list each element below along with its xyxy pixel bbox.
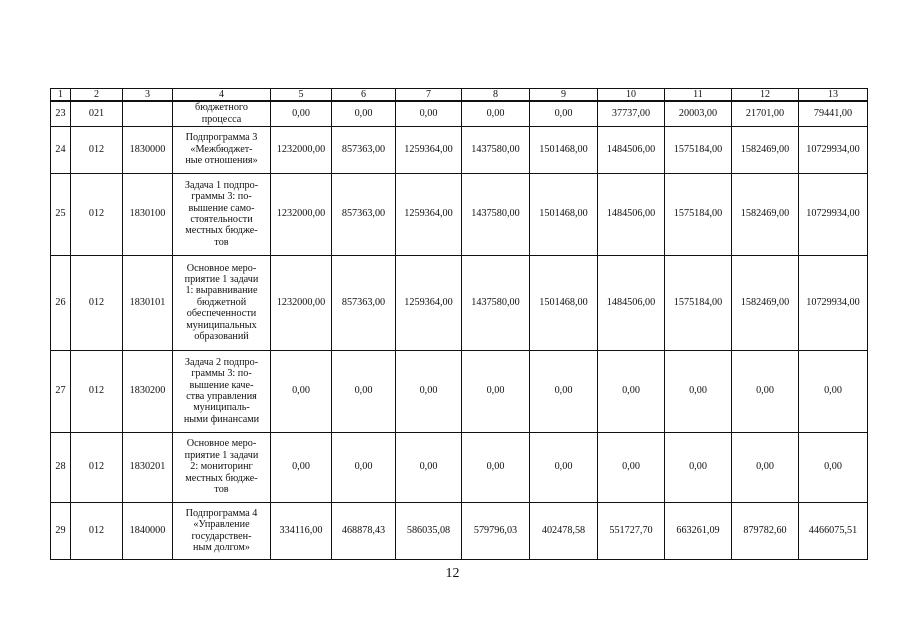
amount-col-9-cell: 0,00 xyxy=(530,350,598,432)
table-row xyxy=(51,173,868,255)
column-header-6: 6 xyxy=(332,89,396,102)
column-header-9: 9 xyxy=(530,89,598,102)
amount-col-7-cell: 0,00 xyxy=(396,350,462,432)
amount-col-12-cell: 879782,60 xyxy=(732,502,799,559)
amount-col-8-cell: 0,00 xyxy=(462,432,530,502)
column-number-row xyxy=(51,89,868,102)
amount-col-11-cell: 1575184,00 xyxy=(665,173,732,255)
amount-col-7-cell: 0,00 xyxy=(396,101,462,126)
classifier-code-cell: 1830000 xyxy=(123,126,173,173)
column-header-5: 5 xyxy=(271,89,332,102)
amount-col-10-cell: 0,00 xyxy=(598,350,665,432)
row-number-cell: 29 xyxy=(51,502,71,559)
code-cell: 012 xyxy=(71,126,123,173)
amount-col-13-cell: 10729934,00 xyxy=(799,255,868,350)
amount-col-11-cell: 1575184,00 xyxy=(665,126,732,173)
row-number-cell: 23 xyxy=(51,101,71,126)
description-cell: Основное меро- приятие 1 задачи 2: мониторинг местных бюдже- тов xyxy=(173,432,271,502)
amount-col-9-cell: 402478,58 xyxy=(530,502,598,559)
amount-col-9-cell: 0,00 xyxy=(530,432,598,502)
amount-col-13-cell: 10729934,00 xyxy=(799,173,868,255)
column-header-11: 11 xyxy=(665,89,732,102)
amount-col-6-cell: 857363,00 xyxy=(332,126,396,173)
row-number-cell: 28 xyxy=(51,432,71,502)
amount-col-12-cell: 21701,00 xyxy=(732,101,799,126)
description-cell: Задача 1 подпро- граммы 3: по- вышение само- стоятельности местных бюдже- тов xyxy=(173,173,271,255)
description-cell: Основное меро- приятие 1 задачи 1: выравнивание бюджетной обеспеченности муниципальных образований xyxy=(173,255,271,350)
amount-col-8-cell: 0,00 xyxy=(462,101,530,126)
description-cell: Задача 2 подпро- граммы 3: по- вышение каче- ства управления муниципаль- ными финансами xyxy=(173,350,271,432)
amount-col-6-cell: 857363,00 xyxy=(332,255,396,350)
amount-col-11-cell: 1575184,00 xyxy=(665,255,732,350)
amount-col-9-cell: 1501468,00 xyxy=(530,255,598,350)
amount-col-10-cell: 0,00 xyxy=(598,432,665,502)
amount-col-5-cell: 1232000,00 xyxy=(271,255,332,350)
table-row xyxy=(51,502,868,559)
amount-col-8-cell: 1437580,00 xyxy=(462,255,530,350)
code-cell: 012 xyxy=(71,502,123,559)
amount-col-5-cell: 1232000,00 xyxy=(271,173,332,255)
code-cell: 012 xyxy=(71,255,123,350)
amount-col-5-cell: 0,00 xyxy=(271,350,332,432)
code-cell: 012 xyxy=(71,173,123,255)
column-header-8: 8 xyxy=(462,89,530,102)
classifier-code-cell: 1830101 xyxy=(123,255,173,350)
column-header-7: 7 xyxy=(396,89,462,102)
row-number-cell: 25 xyxy=(51,173,71,255)
amount-col-7-cell: 586035,08 xyxy=(396,502,462,559)
amount-col-7-cell: 0,00 xyxy=(396,432,462,502)
code-cell: 021 xyxy=(71,101,123,126)
amount-col-12-cell: 1582469,00 xyxy=(732,173,799,255)
amount-col-11-cell: 0,00 xyxy=(665,350,732,432)
column-header-13: 13 xyxy=(799,89,868,102)
column-header-4: 4 xyxy=(173,89,271,102)
description-cell: бюджетного процесса xyxy=(173,101,271,126)
row-number-cell: 24 xyxy=(51,126,71,173)
amount-col-9-cell: 1501468,00 xyxy=(530,173,598,255)
amount-col-7-cell: 1259364,00 xyxy=(396,173,462,255)
amount-col-7-cell: 1259364,00 xyxy=(396,255,462,350)
classifier-code-cell: 1830201 xyxy=(123,432,173,502)
description-cell: Подпрограмма 4 «Управление государствен- ным долгом» xyxy=(173,502,271,559)
table-row xyxy=(51,432,868,502)
amount-col-6-cell: 0,00 xyxy=(332,432,396,502)
amount-col-6-cell: 468878,43 xyxy=(332,502,396,559)
amount-col-10-cell: 1484506,00 xyxy=(598,173,665,255)
amount-col-6-cell: 0,00 xyxy=(332,101,396,126)
amount-col-13-cell: 0,00 xyxy=(799,350,868,432)
amount-col-6-cell: 0,00 xyxy=(332,350,396,432)
column-header-12: 12 xyxy=(732,89,799,102)
classifier-code-cell: 1840000 xyxy=(123,502,173,559)
column-header-10: 10 xyxy=(598,89,665,102)
column-header-1: 1 xyxy=(51,89,71,102)
amount-col-12-cell: 0,00 xyxy=(732,350,799,432)
table-row xyxy=(51,126,868,173)
column-header-3: 3 xyxy=(123,89,173,102)
amount-col-8-cell: 579796,03 xyxy=(462,502,530,559)
amount-col-10-cell: 551727,70 xyxy=(598,502,665,559)
amount-col-11-cell: 20003,00 xyxy=(665,101,732,126)
amount-col-8-cell: 0,00 xyxy=(462,350,530,432)
table-row xyxy=(51,350,868,432)
amount-col-6-cell: 857363,00 xyxy=(332,173,396,255)
amount-col-12-cell: 1582469,00 xyxy=(732,255,799,350)
table-row xyxy=(51,101,868,126)
amount-col-8-cell: 1437580,00 xyxy=(462,126,530,173)
amount-col-9-cell: 1501468,00 xyxy=(530,126,598,173)
row-number-cell: 27 xyxy=(51,350,71,432)
amount-col-10-cell: 1484506,00 xyxy=(598,255,665,350)
amount-col-13-cell: 4466075,51 xyxy=(799,502,868,559)
amount-col-13-cell: 10729934,00 xyxy=(799,126,868,173)
classifier-code-cell xyxy=(123,101,173,126)
row-number-cell: 26 xyxy=(51,255,71,350)
code-cell: 012 xyxy=(71,432,123,502)
classifier-code-cell: 1830200 xyxy=(123,350,173,432)
amount-col-11-cell: 663261,09 xyxy=(665,502,732,559)
amount-col-10-cell: 1484506,00 xyxy=(598,126,665,173)
description-cell: Подпрограмма 3 «Межбюджет- ные отношения» xyxy=(173,126,271,173)
amount-col-5-cell: 0,00 xyxy=(271,432,332,502)
amount-col-12-cell: 0,00 xyxy=(732,432,799,502)
amount-col-10-cell: 37737,00 xyxy=(598,101,665,126)
amount-col-13-cell: 0,00 xyxy=(799,432,868,502)
amount-col-5-cell: 0,00 xyxy=(271,101,332,126)
amount-col-9-cell: 0,00 xyxy=(530,101,598,126)
column-header-2: 2 xyxy=(71,89,123,102)
amount-col-8-cell: 1437580,00 xyxy=(462,173,530,255)
classifier-code-cell: 1830100 xyxy=(123,173,173,255)
budget-table xyxy=(50,88,868,560)
amount-col-7-cell: 1259364,00 xyxy=(396,126,462,173)
amount-col-5-cell: 334116,00 xyxy=(271,502,332,559)
code-cell: 012 xyxy=(71,350,123,432)
page-number: 12 xyxy=(445,566,460,581)
amount-col-5-cell: 1232000,00 xyxy=(271,126,332,173)
table-row xyxy=(51,255,868,350)
amount-col-12-cell: 1582469,00 xyxy=(732,126,799,173)
amount-col-11-cell: 0,00 xyxy=(665,432,732,502)
amount-col-13-cell: 79441,00 xyxy=(799,101,868,126)
